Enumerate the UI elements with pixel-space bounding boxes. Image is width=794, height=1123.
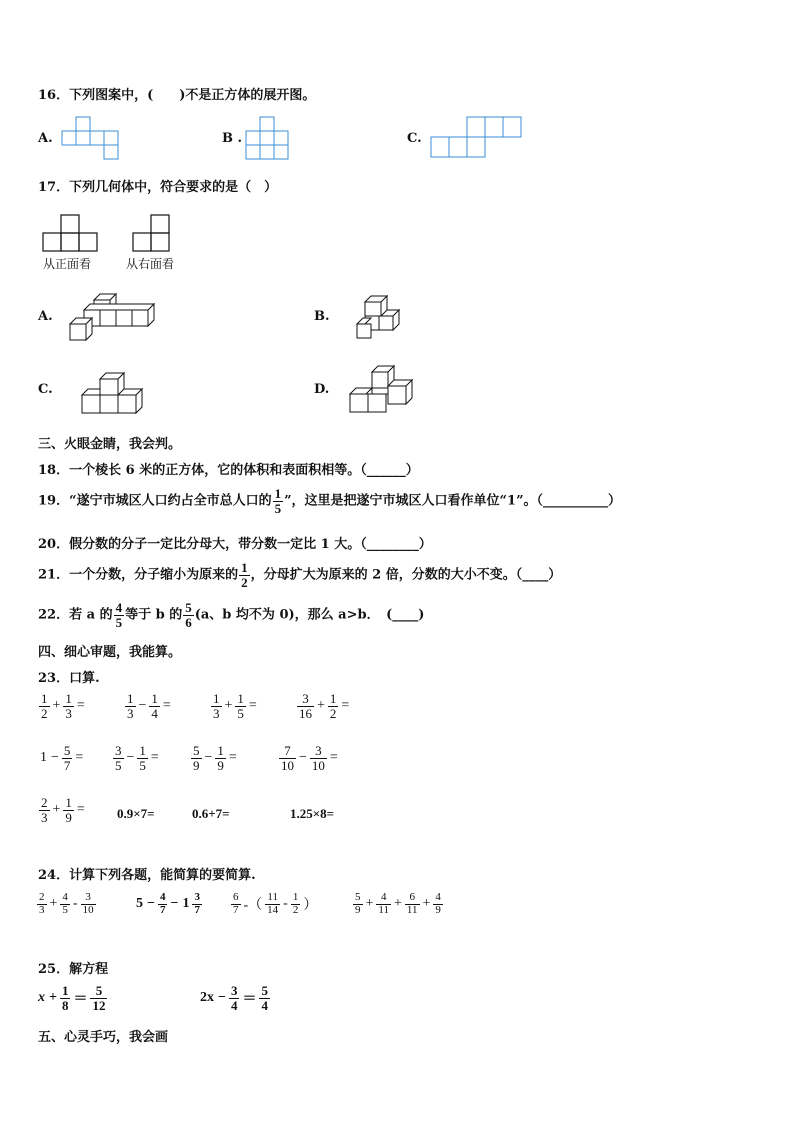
q17-right-label: 从右面看 bbox=[126, 257, 175, 271]
q22-fraction-2 bbox=[183, 601, 194, 629]
q20-text: 20．假分数的分子一定比分母大，带分数一定比 1 大。（________） bbox=[38, 537, 432, 552]
q24-expr-3: $\frac{6}{7}$ -（ $\frac{11}{14}$ - $\frac{1}{2}$ ） bbox=[233, 891, 318, 916]
q17-solid-c bbox=[80, 371, 146, 415]
section-5-title: 五、心灵手巧，我会画 bbox=[38, 1030, 169, 1045]
q23-r3-c3: 0.6+7= bbox=[192, 806, 230, 821]
q23-r2-c4: $\frac{7}{10}$ − $\frac{3}{10}$ = bbox=[281, 743, 338, 773]
q24-expr-4: $\frac{5}{9}$ + $\frac{4}{11}$ + $\frac{6}{11}$ + $\frac{4}{9}$ bbox=[355, 891, 441, 916]
q23-r3-c1: $\frac{2}{3}$ + $\frac{1}{9}$ = bbox=[41, 795, 85, 825]
q18-text: 18．一个棱长 6 米的正方体，它的体积和表面积相等。（______） bbox=[38, 463, 419, 478]
q17-solid-a bbox=[68, 292, 158, 342]
q16-option-c[interactable]: C. bbox=[407, 131, 422, 146]
section-4-title: 四、细心审题，我能算。 bbox=[38, 645, 182, 660]
q17-text: 17．下列几何体中，符合要求的是（ ） bbox=[38, 180, 278, 195]
q24-text: 24．计算下列各题，能简算的要简算. bbox=[38, 868, 256, 883]
q22-fraction-1 bbox=[114, 601, 125, 629]
q21-den: 2 bbox=[241, 574, 248, 590]
section-3-title: 三、火眼金睛，我会判。 bbox=[38, 437, 182, 452]
q23-r2-c1: 1 − $\frac{5}{7}$ = bbox=[40, 743, 84, 773]
q22-mid: 等于 b 的 bbox=[125, 607, 183, 623]
q21-post: ，分母扩大为原来的 2 倍，分数的大小不变。（____） bbox=[250, 567, 562, 583]
q16-text: 16．下列图案中，( )不是正方体的展开图。 bbox=[38, 88, 316, 103]
q25-equation-1: x + $\frac{1}{8}$ ＝ $\frac{5}{12}$ bbox=[38, 983, 106, 1013]
q16-option-b[interactable]: B . bbox=[222, 131, 243, 146]
q17-front-label: 从正面看 bbox=[43, 257, 92, 271]
q19-den: 5 bbox=[274, 500, 282, 516]
q25-text: 25．解方程 bbox=[38, 962, 109, 977]
q17-option-d[interactable]: D. bbox=[314, 382, 330, 397]
q19-post: ”，这里是把遂宁市城区人口看作单位“1”。（__________） bbox=[284, 493, 622, 509]
q23-r3-c2: 0.9×7= bbox=[117, 806, 155, 821]
q23-r2-c3: $\frac{5}{9}$ − $\frac{1}{9}$ = bbox=[193, 743, 237, 773]
q16-net-a bbox=[62, 117, 122, 161]
q23-r1-c1: $\frac{1}{2}$ + $\frac{1}{3}$ = bbox=[41, 691, 85, 721]
q23-r1-c2: $\frac{1}{3}$ − $\frac{1}{4}$ = bbox=[127, 691, 171, 721]
q16-net-c bbox=[431, 117, 523, 161]
q17-solid-d bbox=[348, 364, 418, 414]
q23-text: 23．口算. bbox=[38, 671, 100, 686]
q22-den1: 5 bbox=[115, 614, 123, 630]
q21-num: 1 bbox=[241, 560, 248, 575]
q23-r3-c4: 1.25×8= bbox=[290, 806, 335, 821]
q19-fraction bbox=[273, 487, 284, 515]
q19-num: 1 bbox=[274, 486, 282, 501]
q24-expr-1: $\frac{2}{3}$ + $\frac{4}{5}$ - $\frac{3}{10}$ bbox=[39, 891, 94, 916]
q19 bbox=[38, 487, 621, 515]
q22-num1: 4 bbox=[115, 600, 123, 615]
q22-post: (a、b 均不为 0)，那么 a>b． (____) bbox=[194, 607, 425, 623]
q22-den2: 6 bbox=[185, 614, 192, 630]
q16-option-a[interactable]: A. bbox=[38, 131, 53, 146]
q23-r2-c2: $\frac{3}{5}$ − $\frac{1}{5}$ = bbox=[115, 743, 159, 773]
q16-net-b bbox=[246, 117, 292, 161]
q17-solid-b bbox=[355, 294, 405, 340]
q23-r1-c3: $\frac{1}{3}$ + $\frac{1}{5}$ = bbox=[213, 691, 257, 721]
q23-r1-c4: $\frac{3}{16}$ + $\frac{1}{2}$ = bbox=[299, 691, 350, 721]
q17-front-view bbox=[43, 215, 99, 253]
q21-fraction bbox=[239, 561, 250, 589]
q21 bbox=[38, 561, 561, 589]
q22-num2: 5 bbox=[185, 600, 192, 615]
q17-option-c[interactable]: C. bbox=[38, 382, 53, 397]
q25-equation-2: 2x − $\frac{3}{4}$ ＝ $\frac{5}{4}$ bbox=[200, 983, 268, 1013]
q17-option-a[interactable]: A. bbox=[38, 309, 53, 324]
q24-expr-2: 5 − $\frac{4}{7}$ − 1 $\frac{3}{7}$ bbox=[136, 891, 200, 916]
q17-option-b[interactable]: B. bbox=[314, 309, 330, 324]
q21-pre: 21．一个分数，分子缩小为原来的 bbox=[38, 567, 239, 583]
q19-pre: 19．“遂宁市城区人口约占全市总人口的 bbox=[38, 493, 272, 509]
q22 bbox=[38, 601, 424, 629]
q22-pre: 22．若 a 的 bbox=[38, 607, 113, 623]
q17-right-view bbox=[133, 215, 173, 253]
